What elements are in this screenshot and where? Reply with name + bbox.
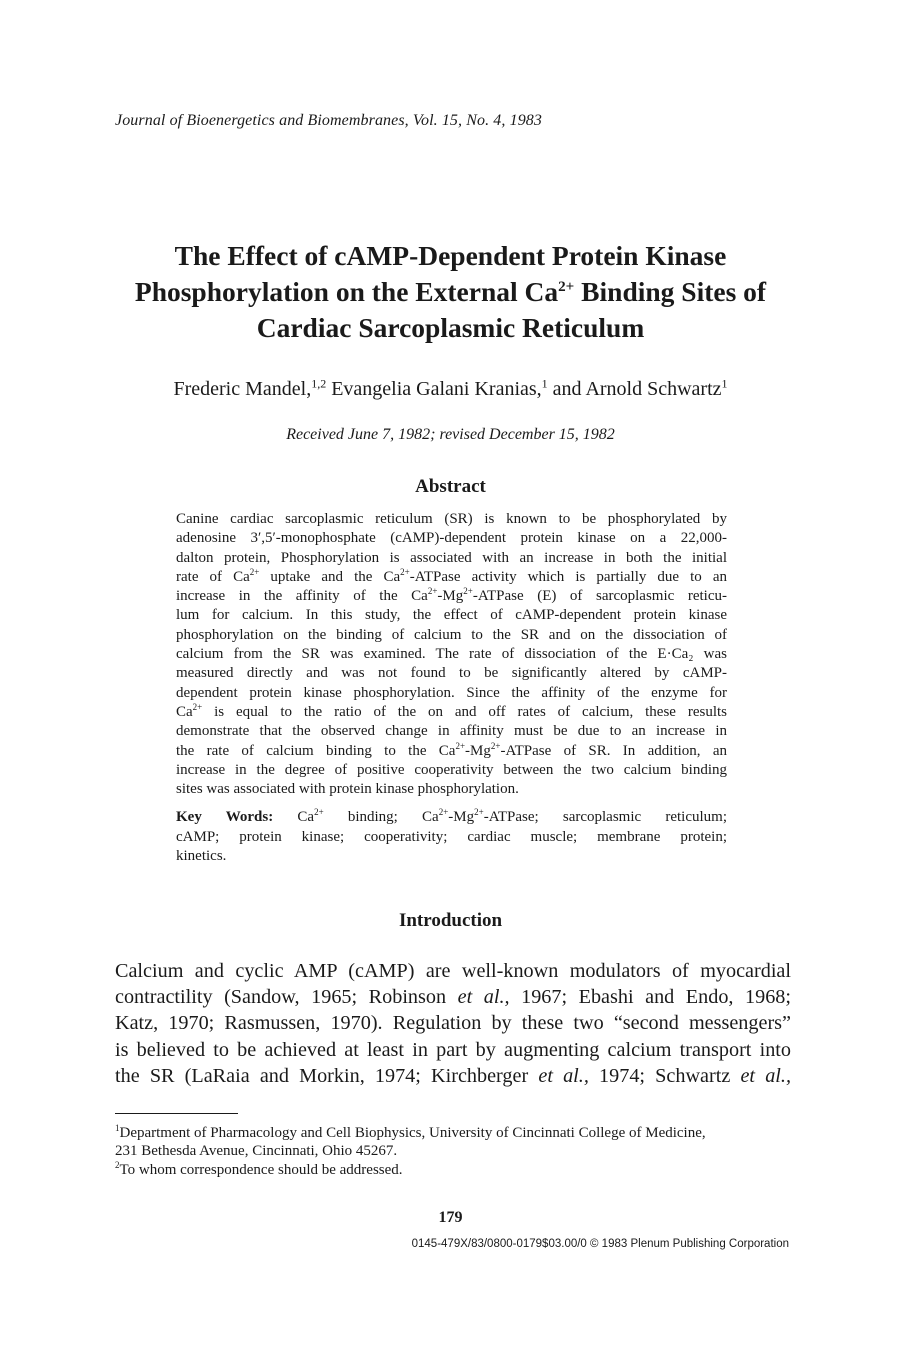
abstract-line: increase in the affinity of the $Ca^{2+}-Mg^{2+}$-ATPase (E) of sarcoplasmic reticu-: [176, 586, 727, 605]
author: and Arnold Schwartz$^1$: [552, 376, 728, 400]
keywords-line: Key Words: $Ca^{2+}$ binding; $Ca^{2+}-Mg^{2+}$-ATPase; sarcoplasmic reticulum;: [176, 807, 727, 825]
abstract-line: adenosine 3′,5′-monophosphate (cAMP)-dependent protein kinase on a 22,000-: [176, 530, 727, 547]
keywords-label: Key Words:: [176, 809, 298, 825]
introduction-text: [115, 958, 791, 1089]
footnote: 231 Bethesda Avenue, Cincinnati, Ohio 45267.: [115, 1143, 398, 1160]
author-list: [60, 378, 841, 401]
journal-header: Journal of Bioenergetics and Biomembranes, Vol. 15, No. 4, 1983: [115, 112, 542, 129]
author: Evangelia Galani Kranias,$^1$: [331, 376, 548, 400]
abstract-line: increase in the degree of positive cooperativity between the two calcium binding: [176, 761, 727, 778]
title-line-3: Cardiac Sarcoplasmic Reticulum: [256, 312, 645, 343]
title-line-1: The Effect of cAMP-Dependent Protein Kinase: [174, 240, 727, 271]
received-dates: Received June 7, 1982; revised December 15, 1982: [286, 426, 615, 443]
abstract-heading: Abstract: [415, 476, 486, 497]
abstract-line: calcium from the SR was examined. The rate of dissociation of the E·Ca₂ was: [176, 646, 727, 663]
abstract-line: measured directly and was not found to be significantly altered by cAMP-: [176, 665, 727, 682]
copyright-line: 0145-479X/83/0800-0179$03.00/0 © 1983 Plenum Publishing Corporation: [411, 1238, 789, 1250]
abstract-line: lum for calcium. In this study, the effect of cAMP-dependent protein kinase: [176, 607, 727, 624]
abstract-line: dalton protein, Phosphorylation is associated with an increase in both the initial: [176, 549, 727, 566]
introduction-line: Calcium and cyclic AMP (cAMP) are well-known modulators of myocardial: [115, 960, 791, 982]
abstract-line: sites was associated with protein kinase phosphorylation.: [176, 781, 519, 798]
article-title: [100, 238, 801, 346]
keywords: [176, 808, 727, 867]
abstract-line: demonstrate that the observed change in affinity must be due to an increase in: [176, 723, 727, 740]
abstract-text: [176, 510, 727, 799]
footnotes: [115, 1124, 805, 1179]
introduction-heading: Introduction: [398, 910, 503, 931]
footnote-rule: [115, 1113, 238, 1114]
author: Frederic Mandel,$^{1,2}$: [173, 376, 327, 400]
introduction-line: contractility (Sandow, 1965; Robinson et al., 1967; Ebashi and Endo, 1968;: [115, 986, 791, 1009]
introduction-line: Katz, 1970; Rasmussen, 1970). Regulation by these two “second messengers”: [115, 1012, 791, 1035]
keywords-line: kinetics.: [176, 848, 227, 864]
footnote: $^2$To whom correspondence should be addressed.: [115, 1159, 403, 1178]
abstract-line: Canine cardiac sarcoplasmic reticulum (SR) is known to be phosphorylated by: [176, 511, 727, 527]
abstract-line: phosphorylation on the binding of calcium to the SR and on the dissociation of: [176, 626, 727, 643]
abstract-line: the rate of calcium binding to the $Ca^{2+}-Mg^{2+}$-ATPase of SR. In addition, an: [176, 740, 727, 759]
title-line-2: Phosphorylation on the External $Ca^{2+}$ Binding Sites of: [134, 276, 767, 307]
abstract-line: dependent protein kinase phosphorylation. Since the affinity of the enzyme for: [176, 684, 727, 701]
footnote: $^1$Department of Pharmacology and Cell Biophysics, University of Cincinnati College of Medicine,: [115, 1123, 706, 1141]
abstract-line: rate of $Ca^{2+}$ uptake and the $Ca^{2+}$-ATPase activity which is partially due to an: [176, 566, 727, 585]
keywords-line: cAMP; protein kinase; cooperativity; cardiac muscle; membrane protein;: [176, 828, 727, 845]
introduction-line: is believed to be achieved at least in part by augmenting calcium transport into: [115, 1038, 791, 1061]
abstract-line: $Ca^{2+}$ is equal to the ratio of the on and off rates of calcium, these results: [176, 701, 727, 720]
page-number: 179: [438, 1209, 463, 1226]
introduction-line: the SR (LaRaia and Morkin, 1974; Kirchberger et al., 1974; Schwartz et al.,: [115, 1064, 791, 1087]
